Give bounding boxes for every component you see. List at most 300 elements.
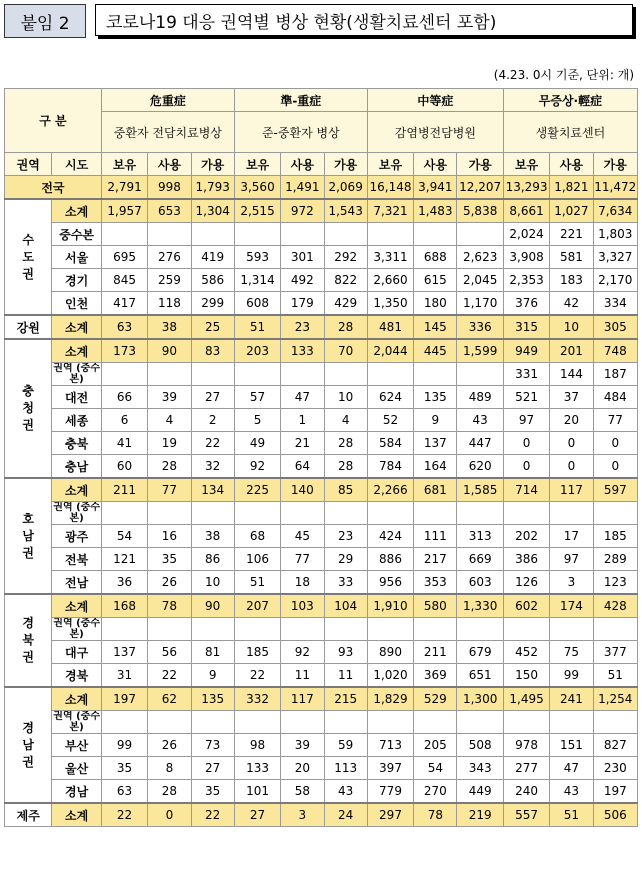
cell-value [281,502,324,525]
cell-value: 1,254 [593,687,637,711]
cell-value: 331 [503,363,549,386]
col-label: 가용 [457,153,503,176]
cell-value: 695 [101,246,147,269]
cell-value [414,223,457,246]
cell-value: 133 [281,339,324,363]
col-label: 사용 [281,153,324,176]
cell-value: 121 [101,548,147,571]
row-label: 대구 [52,641,101,664]
category-name: 무증상·輕症 [503,89,637,112]
cell-value: 75 [550,641,593,664]
cell-value: 83 [191,339,234,363]
cell-value: 1,910 [367,594,413,618]
cell-value: 1,483 [414,199,457,223]
cell-value [281,618,324,641]
cell-value: 49 [234,432,280,455]
table-row [5,315,638,339]
cell-value: 0 [503,432,549,455]
table-row [5,246,638,269]
cell-value: 101 [234,780,280,804]
cell-value: 369 [414,664,457,688]
cell-value: 4 [148,409,191,432]
cell-value: 1,330 [457,594,503,618]
cell-value: 230 [593,757,637,780]
col-region: 권역 [5,153,52,176]
bed-status-table [4,88,638,827]
cell-value: 581 [550,246,593,269]
cell-value: 86 [191,548,234,571]
cell-value [414,711,457,734]
cell-value: 2,266 [367,478,413,502]
cell-value: 164 [414,455,457,479]
col-city: 시도 [52,153,101,176]
table-row [5,502,638,525]
cell-value: 949 [503,339,549,363]
cell-value: 17 [550,525,593,548]
cell-value: 289 [593,548,637,571]
cell-value: 332 [234,687,280,711]
region-label: 충청권 [5,339,52,478]
national-label: 전국 [5,176,102,200]
cell-value [191,502,234,525]
cell-value: 424 [367,525,413,548]
cell-value: 0 [593,432,637,455]
cell-value: 886 [367,548,413,571]
cell-value: 180 [414,292,457,316]
cell-value: 277 [503,757,549,780]
cell-value [457,618,503,641]
cell-value: 104 [324,594,367,618]
cell-value [191,363,234,386]
row-label: 권역 (중수본) [53,711,100,733]
cell-value [593,502,637,525]
cell-value: 2 [191,409,234,432]
cell-value: 205 [414,734,457,757]
cell-value: 2,170 [593,269,637,292]
row-label: 울산 [52,757,101,780]
cell-value [367,363,413,386]
cell-value: 688 [414,246,457,269]
cell-value: 70 [324,339,367,363]
cell-value: 97 [550,548,593,571]
cell-value: 113 [324,757,367,780]
cell-value: 57 [234,386,280,409]
cell-value: 9 [414,409,457,432]
cell-value: 377 [593,641,637,664]
cell-value: 297 [367,803,413,827]
cell-value: 219 [457,803,503,827]
cell-value [234,502,280,525]
cell-value: 41 [101,432,147,455]
col-label: 사용 [414,153,457,176]
cell-value: 39 [148,386,191,409]
cell-value: 2,045 [457,269,503,292]
cell-value: 603 [457,571,503,595]
cell-value: 106 [234,548,280,571]
cell-value: 56 [148,641,191,664]
cell-value [281,363,324,386]
region-label: 호남권 [5,478,52,594]
cell-value: 187 [593,363,637,386]
cell-value: 827 [593,734,637,757]
cell-value [281,223,324,246]
cell-value [503,711,549,734]
cell-value: 1,350 [367,292,413,316]
row-label: 대전 [52,386,101,409]
cell-value: 1,957 [101,199,147,223]
cell-value: 35 [101,757,147,780]
cell-value: 36 [101,571,147,595]
cell-value: 484 [593,386,637,409]
cell-value [550,711,593,734]
cell-value: 1 [281,409,324,432]
cell-value: 1,314 [234,269,280,292]
cell-value: 66 [101,386,147,409]
category-name: 危重症 [101,89,234,112]
cell-value: 397 [367,757,413,780]
cell-value: 99 [550,664,593,688]
cell-value: 221 [550,223,593,246]
table-row [5,734,638,757]
cell-value: 784 [367,455,413,479]
cell-value: 90 [148,339,191,363]
cell-value: 64 [281,455,324,479]
cell-value: 20 [281,757,324,780]
cell-value: 137 [101,641,147,664]
cell-value: 185 [593,525,637,548]
cell-value: 47 [550,757,593,780]
cell-value: 92 [234,455,280,479]
cell-value: 16 [148,525,191,548]
cell-value: 305 [593,315,637,339]
table-row [5,223,638,246]
cell-value: 38 [148,315,191,339]
cell-value: 3 [281,803,324,827]
cell-value [234,223,280,246]
cell-value: 24 [324,803,367,827]
cell-value: 33 [324,571,367,595]
cell-value: 27 [191,386,234,409]
cell-value: 45 [281,525,324,548]
cell-value: 653 [148,199,191,223]
cell-value: 144 [550,363,593,386]
cell-value: 481 [367,315,413,339]
category-sub: 생활치료센터 [503,112,637,153]
cell-value: 10 [191,571,234,595]
cell-value [503,618,549,641]
cell-value [414,502,457,525]
table-row [5,199,638,223]
cell-value: 7,634 [593,199,637,223]
row-label: 인천 [52,292,101,316]
cell-value: 557 [503,803,549,827]
table-row [5,432,638,455]
table-row [5,386,638,409]
cell-value: 63 [101,315,147,339]
cell-value [457,711,503,734]
attachment-tag: 붙임 2 [4,4,86,38]
cell-value: 1,543 [324,199,367,223]
cell-value: 225 [234,478,280,502]
corner-cell: 구 분 [5,89,102,153]
cell-value: 118 [148,292,191,316]
cell-value: 77 [593,409,637,432]
cell-value [457,223,503,246]
national-value: 3,560 [234,176,280,200]
cell-value: 183 [550,269,593,292]
cell-value: 447 [457,432,503,455]
cell-value: 429 [324,292,367,316]
cell-value: 301 [281,246,324,269]
cell-value [414,618,457,641]
cell-value [191,618,234,641]
cell-value: 315 [503,315,549,339]
cell-value: 11 [324,664,367,688]
row-label: 권역 (중수본) [53,618,100,640]
cell-value: 489 [457,386,503,409]
category-name: 準-重症 [234,89,367,112]
cell-value [101,363,147,386]
cell-value: 62 [148,687,191,711]
cell-value: 90 [191,594,234,618]
row-label: 서울 [52,246,101,269]
cell-value: 28 [148,455,191,479]
cell-value: 651 [457,664,503,688]
national-value: 11,472 [593,176,637,200]
cell-value: 376 [503,292,549,316]
cell-value: 99 [101,734,147,757]
cell-value: 299 [191,292,234,316]
cell-value: 58 [281,780,324,804]
cell-value: 822 [324,269,367,292]
row-label: 경남 [52,780,101,804]
cell-value: 353 [414,571,457,595]
col-label: 사용 [550,153,593,176]
cell-value: 22 [191,432,234,455]
cell-value: 845 [101,269,147,292]
region-label: 경남권 [5,687,52,803]
cell-value: 85 [324,478,367,502]
cell-value [191,223,234,246]
national-value: 1,793 [191,176,234,200]
table-row [5,803,638,827]
cell-value: 51 [550,803,593,827]
cell-value: 111 [414,525,457,548]
cell-value: 7,321 [367,199,413,223]
table-row [5,780,638,804]
cell-value [324,363,367,386]
row-label: 세종 [52,409,101,432]
cell-value: 0 [593,455,637,479]
cell-value: 31 [101,664,147,688]
cell-value: 168 [101,594,147,618]
cell-value: 51 [234,315,280,339]
cell-value: 174 [550,594,593,618]
cell-value: 173 [101,339,147,363]
cell-value: 620 [457,455,503,479]
cell-value: 123 [593,571,637,595]
national-value: 16,148 [367,176,413,200]
cell-value: 259 [148,269,191,292]
cell-value: 580 [414,594,457,618]
row-label: 소계 [52,199,101,223]
table-row [5,525,638,548]
national-value: 2,069 [324,176,367,200]
cell-value: 117 [550,478,593,502]
category-name: 中等症 [367,89,503,112]
row-label: 중수본 [52,223,101,246]
row-label: 소계 [52,803,101,827]
national-value: 1,491 [281,176,324,200]
table-row [5,664,638,688]
cell-value: 20 [550,409,593,432]
cell-value: 669 [457,548,503,571]
cell-value: 54 [414,757,457,780]
cell-value: 1,495 [503,687,549,711]
cell-value: 449 [457,780,503,804]
cell-value: 428 [593,594,637,618]
cell-value: 11 [281,664,324,688]
cell-value: 93 [324,641,367,664]
cell-value: 8 [148,757,191,780]
cell-value: 1,304 [191,199,234,223]
cell-value: 103 [281,594,324,618]
cell-value [101,502,147,525]
cell-value: 38 [191,525,234,548]
cell-value: 417 [101,292,147,316]
cell-value: 681 [414,478,457,502]
cell-value: 26 [148,571,191,595]
cell-value: 452 [503,641,549,664]
cell-value [148,223,191,246]
page-title: 코로나19 대응 권역별 병상 현황(생활치료센터 포함) [95,4,633,36]
cell-value: 211 [414,641,457,664]
cell-value: 3,311 [367,246,413,269]
row-label: 소계 [52,478,101,502]
cell-value: 32 [191,455,234,479]
cell-value: 78 [414,803,457,827]
cell-value: 508 [457,734,503,757]
cell-value: 608 [234,292,280,316]
national-row [5,176,638,200]
cell-value [234,363,280,386]
cell-value: 1,020 [367,664,413,688]
cell-value [324,502,367,525]
table-row [5,548,638,571]
category-header-row [5,89,638,112]
cell-value: 207 [234,594,280,618]
cell-value: 98 [234,734,280,757]
cell-value: 92 [281,641,324,664]
cell-value: 713 [367,734,413,757]
cell-value: 8,661 [503,199,549,223]
region-label: 제주 [5,803,52,827]
cell-value: 956 [367,571,413,595]
national-value: 13,293 [503,176,549,200]
cell-value: 334 [593,292,637,316]
cell-value: 386 [503,548,549,571]
cell-value: 134 [191,478,234,502]
cell-value [148,363,191,386]
table-row [5,711,638,734]
national-value: 3,941 [414,176,457,200]
cell-value: 27 [234,803,280,827]
cell-value: 37 [550,386,593,409]
cell-value: 1,027 [550,199,593,223]
cell-value [550,502,593,525]
row-label: 충남 [52,455,101,479]
cell-value: 51 [234,571,280,595]
cell-value: 97 [503,409,549,432]
cell-value: 336 [457,315,503,339]
cell-value: 22 [101,803,147,827]
cell-value [414,363,457,386]
cell-value: 679 [457,641,503,664]
col-label: 가용 [593,153,637,176]
cell-value: 19 [148,432,191,455]
row-label: 전남 [52,571,101,595]
cell-value: 18 [281,571,324,595]
cell-value: 81 [191,641,234,664]
col-label: 보유 [503,153,549,176]
cell-value: 890 [367,641,413,664]
cell-value: 22 [148,664,191,688]
cell-value: 77 [148,478,191,502]
column-label-row [5,153,638,176]
cell-value: 1,829 [367,687,413,711]
table-row [5,594,638,618]
cell-value [367,618,413,641]
cell-value: 0 [503,455,549,479]
cell-value: 211 [101,478,147,502]
cell-value: 133 [234,757,280,780]
col-label: 가용 [324,153,367,176]
cell-value: 197 [101,687,147,711]
table-row [5,571,638,595]
cell-value: 2,044 [367,339,413,363]
cell-value: 197 [593,780,637,804]
cell-value: 445 [414,339,457,363]
cell-value: 1,599 [457,339,503,363]
cell-value: 3 [550,571,593,595]
cell-value [101,223,147,246]
col-label: 사용 [148,153,191,176]
table-row [5,478,638,502]
cell-value: 3,908 [503,246,549,269]
unit-note: (4.23. 0시 기준, 단위: 개) [493,68,634,82]
national-value: 998 [148,176,191,200]
table-row [5,757,638,780]
cell-value: 203 [234,339,280,363]
national-value: 2,791 [101,176,147,200]
cell-value [324,223,367,246]
row-label: 광주 [52,525,101,548]
cell-value: 2,515 [234,199,280,223]
region-label: 경북권 [5,594,52,687]
row-label: 소계 [52,594,101,618]
cell-value: 145 [414,315,457,339]
cell-value: 0 [148,803,191,827]
cell-value: 140 [281,478,324,502]
cell-value: 0 [550,432,593,455]
cell-value: 179 [281,292,324,316]
cell-value: 52 [367,409,413,432]
cell-value: 521 [503,386,549,409]
cell-value: 714 [503,478,549,502]
cell-value: 27 [191,757,234,780]
cell-value: 135 [414,386,457,409]
cell-value: 2,024 [503,223,549,246]
